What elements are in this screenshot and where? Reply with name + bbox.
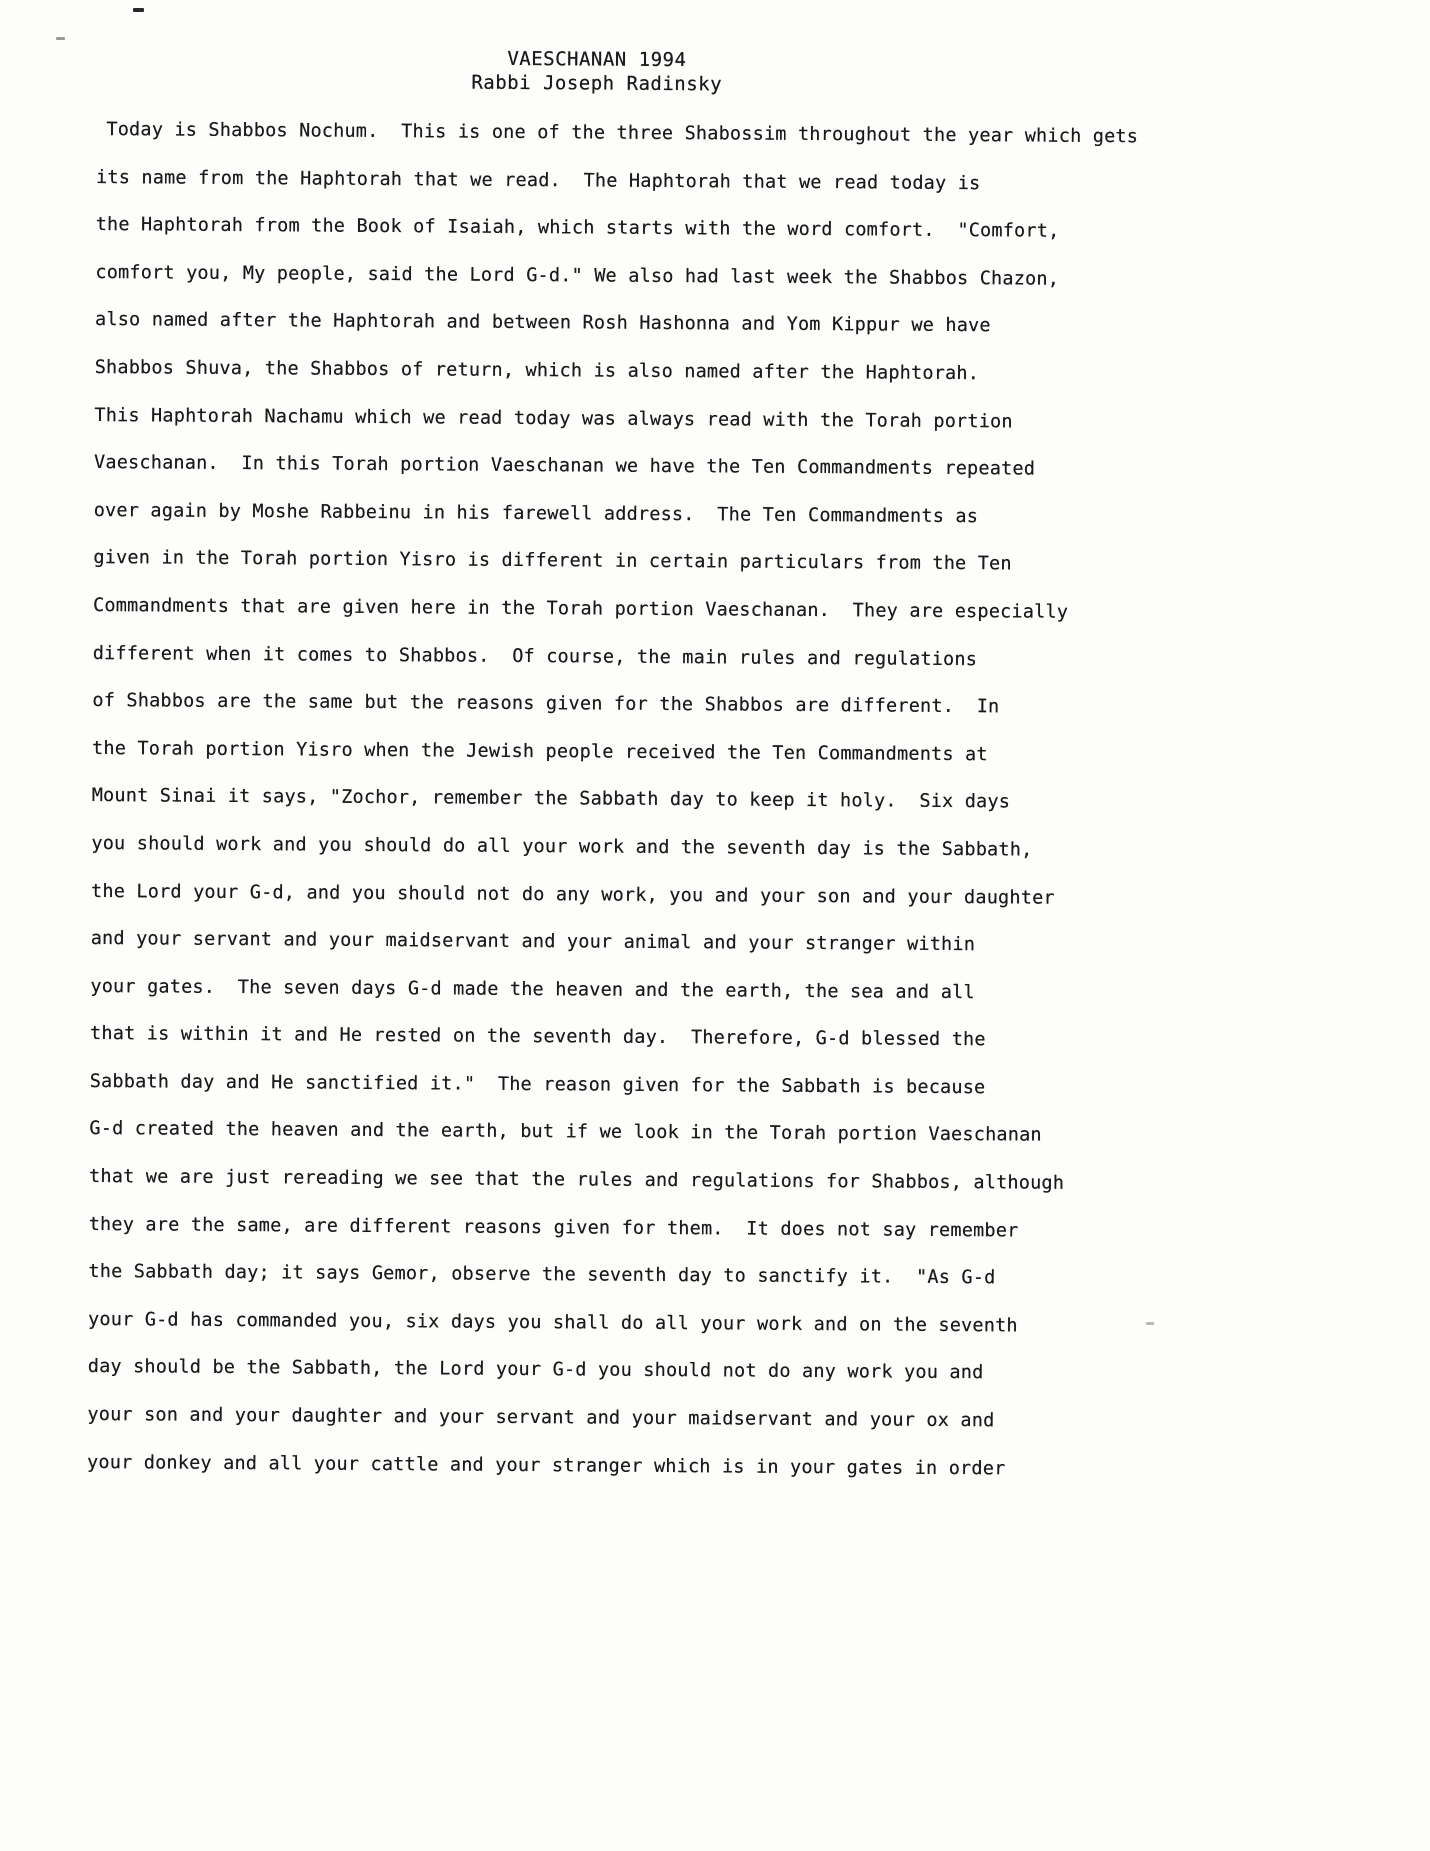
body-text — [87, 106, 1182, 1494]
scan-artifact — [56, 37, 65, 40]
document-content — [87, 44, 1182, 1494]
text-line: comfort you, My people, said the Lord G-d." We also had last week the Shabbos Chazon, — [95, 261, 1060, 290]
text-line: Vaeschanan. In this Torah portion Vaeschanan we have the Ten Commandments repeated — [94, 452, 1036, 480]
text-line: the Torah portion Yisro when the Jewish people received the Ten Commandments at — [92, 737, 988, 765]
document-title: VAESCHANAN 1994 — [507, 47, 687, 72]
text-line: they are the same, are different reasons given for them. It does not say remember — [88, 1213, 1019, 1242]
text-line: the Haphtorah from the Book of Isaiah, which starts with the word comfort. "Comfort, — [95, 214, 1060, 242]
text-line: Commandments that are given here in the Torah portion Vaeschanan. They are especially — [93, 594, 1069, 623]
text-line: given in the Torah portion Yisro is different in certain particulars from the Ten — [93, 547, 1012, 575]
text-line: Mount Sinai it says, "Zochor, remember the Sabbath day to keep it holy. Six days — [91, 785, 1011, 813]
text-line: day should be the Sabbath, the Lord your G-d you should not do any work you and — [87, 1356, 984, 1384]
text-line: over again by Moshe Rabbeinu in his farewell address. The Ten Commandments as — [93, 499, 979, 527]
text-line: that we are just rereading we see that the rules and regulations for Shabbos, although — [89, 1166, 1065, 1194]
text-line: different when it comes to Shabbos. Of course, the main rules and regulations — [92, 642, 978, 670]
text-line: of Shabbos are the same but the reasons given for the Shabbos are different. In — [92, 690, 1000, 718]
text-line: Sabbath day and He sanctified it." The reason given for the Sabbath is because — [89, 1070, 986, 1099]
text-line: Shabbos Shuva, the Shabbos of return, which is also named after the Haphtorah. — [94, 356, 980, 385]
text-line: also named after the Haphtorah and between Rosh Hashonna and Yom Kippur we have — [95, 309, 991, 337]
document-header — [97, 44, 1097, 99]
text-line: your donkey and all your cattle and your stranger which is in your gates in order — [87, 1451, 1006, 1480]
text-line: that is within it and He rested on the seventh day. Therefore, G-d blessed the — [90, 1023, 986, 1051]
text-line: your gates. The seven days G-d made the heaven and the earth, the sea and all — [90, 975, 975, 1003]
text-line: This Haphtorah Nachamu which we read today was always read with the Torah portion — [94, 404, 1013, 432]
text-line: Today is Shabbos Nochum. This is one of the three Shabossim throughout the year which gets — [106, 119, 1139, 148]
scan-artifact — [133, 8, 144, 12]
document-author: Rabbi Joseph Radinsky — [471, 71, 723, 96]
text-line: you should work and you should do all your work and the seventh day is the Sabbath, — [91, 832, 1033, 861]
text-line: its name from the Haphtorah that we read. The Haphtorah that we read today is — [95, 166, 981, 194]
text-line: the Sabbath day; it says Gemor, observe the seventh day to sanctify it. "As G-d — [88, 1261, 996, 1289]
text-line: your son and your daughter and your servant and your maidservant and your ox and — [87, 1403, 995, 1432]
text-line: and your servant and your maidservant and your animal and your stranger within — [90, 928, 976, 956]
text-line: the Lord your G-d, and you should not do any work, you and your son and your daughter — [91, 880, 1055, 909]
text-line: your G-d has commanded you, six days you shall do all your work and on the seventh — [88, 1308, 1018, 1337]
text-line: G-d created the heaven and the earth, but if we look in the Torah portion Vaeschanan — [89, 1118, 1042, 1147]
